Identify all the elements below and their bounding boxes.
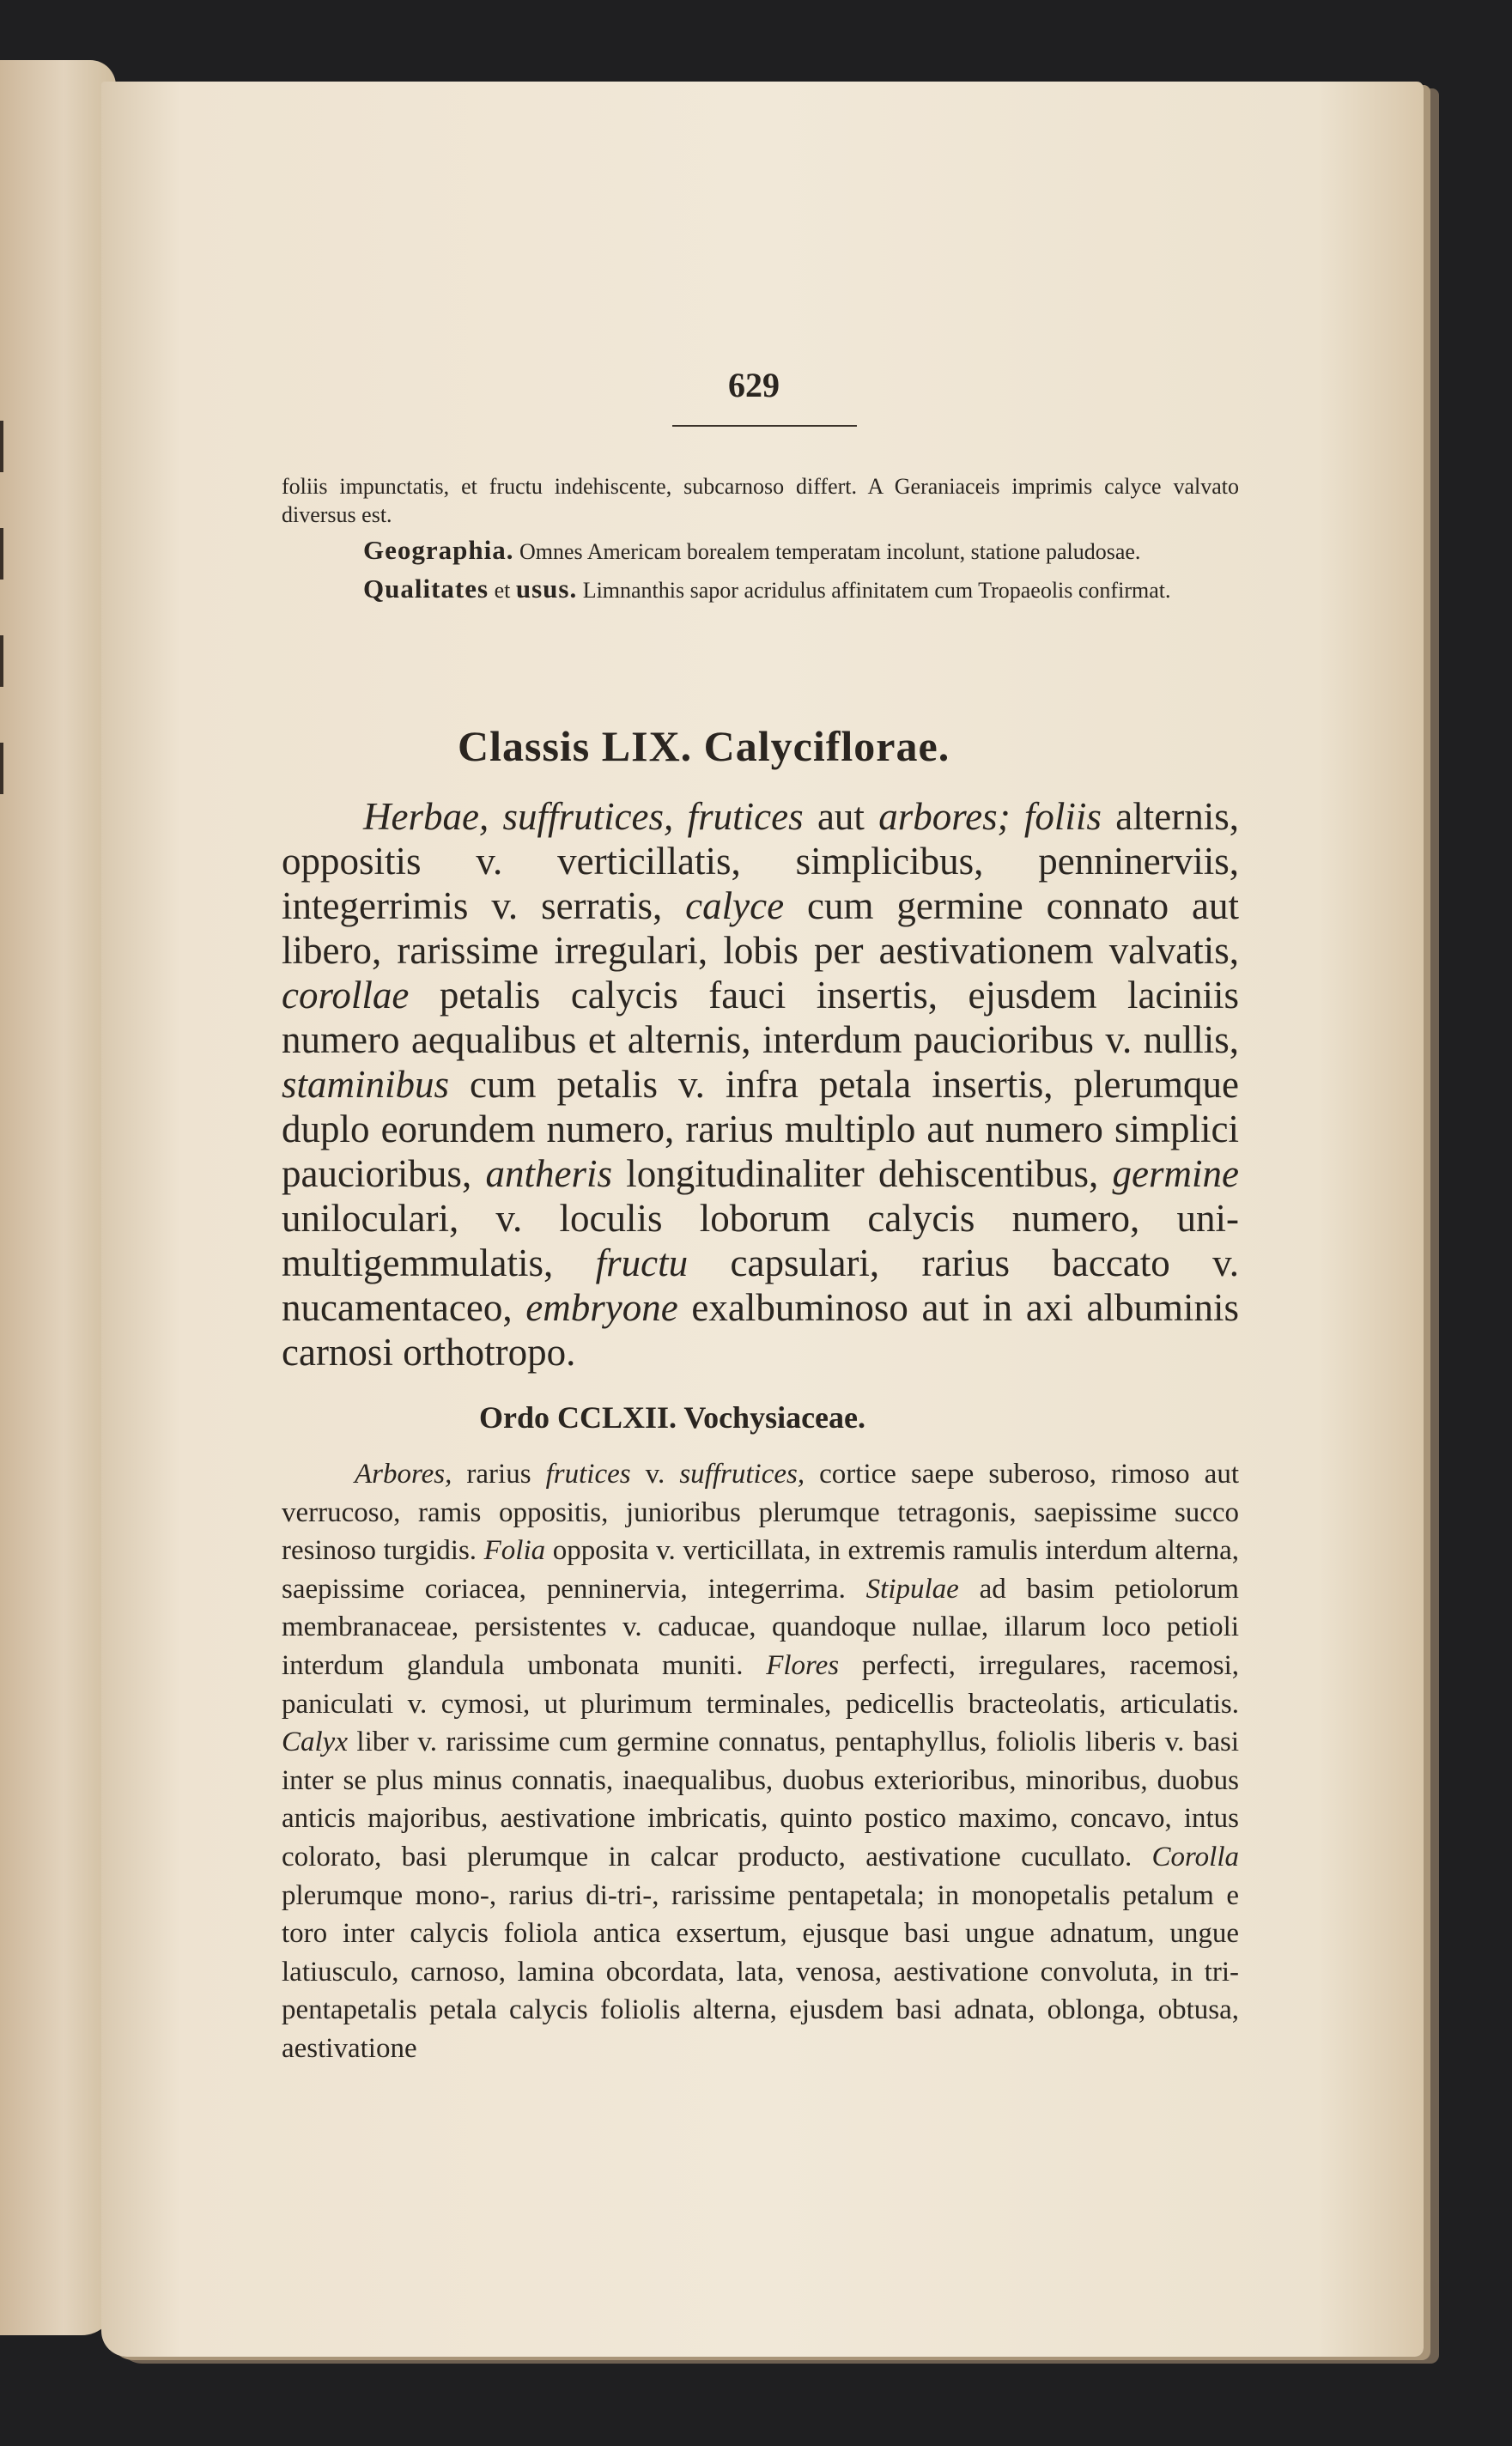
qualitates-label: Qualitates bbox=[363, 574, 489, 604]
qualitates-text: Limnanthis sapor acridulus affinitatem cum Tropaeolis confirmat. bbox=[582, 578, 1171, 603]
qualitates-paragraph bbox=[282, 574, 1239, 604]
classis-description: Herbae, suffrutices, frutices aut arbores; foliis alternis, oppositis v. verticillatis, simplicibus, penninerviis, integerrimis v. serratis, calyce cum germine connato aut libero, rarissime irregulari, lobis per aestivationem valvatis, corollae petalis calycis fauci insertis, ejusdem laciniis numero aequalibus et alternis, interdum paucioribus v. nullis, staminibus cum petalis v. infra petala insertis, plerumque duplo eorundem numero, rarius multiplo aut numero simplici paucioribus, antheris longitudinaliter dehiscentibus, germine uniloculari, v. loculis loborum calycis numero, uni-multigemmulatis, fructu capsulari, rarius baccato v. nucamentaceo, embryone exalbuminoso aut in axi albuminis carnosi orthotropo. bbox=[282, 795, 1240, 1374]
book-page bbox=[101, 82, 1424, 2357]
left-page-edge bbox=[0, 60, 116, 2335]
geographia-paragraph bbox=[282, 536, 1239, 566]
geographia-label: Geographia. bbox=[363, 535, 514, 565]
qualitates-et: et bbox=[494, 578, 511, 603]
left-page-text-fragments bbox=[0, 421, 12, 850]
classis-heading: Classis LIX. Calyciflorae. bbox=[458, 722, 950, 770]
ordo-section bbox=[282, 1455, 1239, 2068]
ordo-heading: Ordo CCLXII. Vochysiaceae. bbox=[479, 1400, 866, 1435]
usus-label: usus. bbox=[515, 574, 578, 604]
classis-section bbox=[282, 794, 1239, 1375]
header-rule bbox=[672, 425, 857, 427]
geographia-text: Omnes Americam borealem temperatam incolunt, statione paludosae. bbox=[519, 539, 1141, 564]
intro-section bbox=[282, 472, 1239, 604]
intro-text: foliis impunctatis, et fructu indehiscente, subcarnoso differt. A Geraniaceis imprimis calyce valvato diversus est. bbox=[282, 474, 1239, 527]
page-number: 629 bbox=[728, 366, 780, 404]
ordo-description: Arbores, rarius frutices v. suffrutices, cortice saepe suberoso, rimoso aut verrucoso, ramis oppositis, junioribus plerumque tetragonis, saepissime succo resinoso turgidis. Folia opposita v. verticillata, in extremis ramulis interdum alterna, saepissime coriacea, penninervia, integerrima. Stipulae ad basim petiolorum membranaceae, persistentes v. caducae, quandoque nullae, illarum loco petioli interdum glandula umbonata muniti. Flores perfecti, irregulares, racemosi, paniculati v. cymosi, ut plurimum terminales, pedicellis bracteolatis, articulatis. Calyx liber v. rarissime cum germine connatus, pentaphyllus, foliolis liberis v. basi inter se plus minus connatis, inaequalibus, duobus exterioribus, minoribus, duobus anticis majoribus, aestivatione imbricatis, quinto postico maximo, concavo, intus colorato, basi plerumque in calcar producto, aestivatione cucullato. Corolla plerumque mono-, rarius di-tri-, rarissime pentapetala; in monopetalis petalum e toro inter calycis foliola antica exsertum, ejusque basi ungue adnatum, ungue latiusculo, carnoso, lamina obcordata, lata, venosa, aestivatione convoluta, in tri-pentapetalis petala calycis foliolis alterna, ejusdem basi adnata, oblonga, obtusa, aestivatione bbox=[282, 1459, 1240, 2064]
